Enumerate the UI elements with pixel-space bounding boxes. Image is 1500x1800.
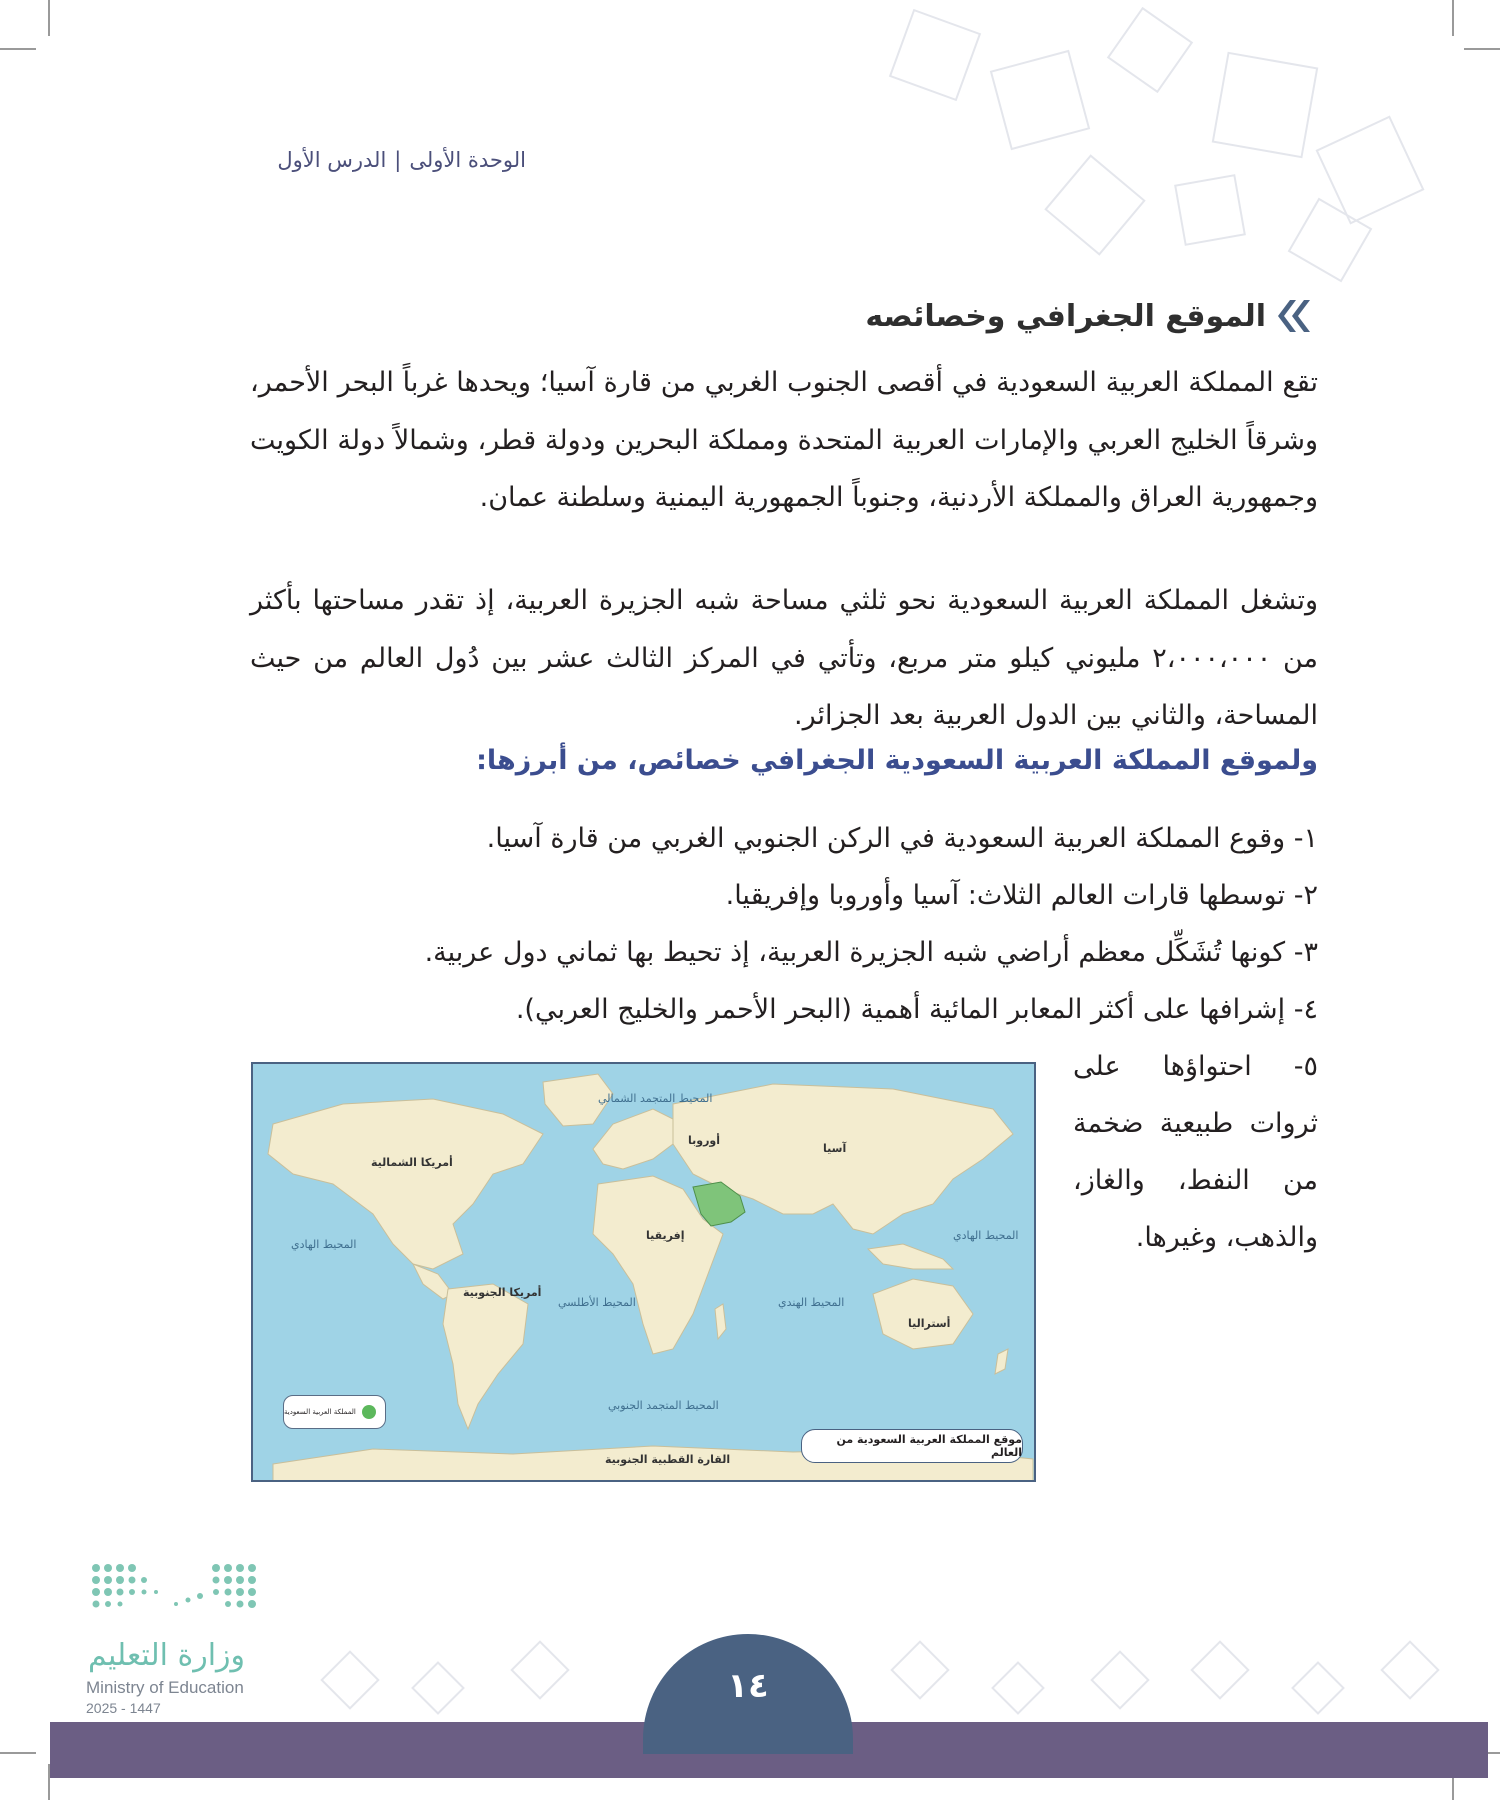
- south-america-shape: [443, 1284, 528, 1429]
- australia-shape: [873, 1279, 973, 1349]
- features-subheading: ولموقع المملكة العربية السعودية الجغرافي خصائص، من أبرزها:: [476, 745, 1318, 776]
- label-pacific-west: المحيط الهادي: [291, 1238, 357, 1251]
- label-australia: أستراليا: [908, 1317, 951, 1330]
- ministry-year: 2025 - 1447: [86, 1700, 161, 1716]
- madagascar-shape: [715, 1304, 726, 1339]
- label-north-america: أمريكا الشمالية: [371, 1156, 453, 1169]
- header-unit: الوحدة الأولى: [409, 148, 526, 172]
- world-map: [251, 1062, 1036, 1482]
- label-south-america: أمريكا الجنوبية: [463, 1286, 542, 1299]
- indonesia-shape: [868, 1244, 953, 1269]
- paragraph-borders: [250, 354, 1318, 527]
- section-title: الموقع الجغرافي وخصائصه: [865, 298, 1266, 334]
- section-title-row: [865, 296, 1314, 336]
- paragraph: وتشغل المملكة العربية السعودية نحو ثلثي مساحة شبه الجزيرة العربية، إذ تقدر مساحتها بأكثر من ٢،٠٠٠،٠٠٠ مليوني كيلو متر مربع، وتأتي في المركز الثالث عشر بين دُول العالم من حيث المساحة، والثاني بين الدول العربية بعد الجزائر.: [250, 585, 1318, 731]
- label-arctic: المحيط المتجمد الشمالي: [598, 1092, 713, 1105]
- label-pacific-east: المحيط الهادي: [953, 1229, 1019, 1242]
- header-separator: |: [394, 148, 402, 172]
- list-item: ١- وقوع المملكة العربية السعودية في الركن الجنوبي الغربي من قارة آسيا.: [486, 823, 1318, 854]
- label-asia: آسيا: [823, 1142, 847, 1155]
- ministry-name-arabic: وزارة التعليم: [88, 1638, 246, 1673]
- features-list: [425, 810, 1318, 1038]
- label-europe: أوروبا: [688, 1134, 721, 1147]
- label-atlantic: المحيط الأطلسي: [558, 1296, 636, 1309]
- double-chevron-icon: [1274, 296, 1314, 336]
- page-number: ١٤: [727, 1666, 769, 1706]
- europe-shape: [593, 1109, 683, 1169]
- crop-mark: [48, 0, 50, 36]
- list-item: ٣- كونها تُشَكِّل معظم أراضي شبه الجزيرة العربية، إذ تحيط بها ثماني دول عربية.: [424, 937, 1318, 968]
- map-legend: [283, 1395, 386, 1429]
- label-indian: المحيط الهندي: [778, 1296, 845, 1309]
- list-item: ٢- توسطها قارات العالم الثلاث: آسيا وأوروبا وإفريقيا.: [725, 880, 1318, 911]
- list-item: ٤- إشرافها على أكثر المعابر المائية أهمية (البحر الأحمر والخليج العربي).: [515, 994, 1318, 1025]
- paragraph-area: [250, 572, 1318, 745]
- header-lesson: الدرس الأول: [277, 148, 387, 172]
- saudi-legend-swatch: [362, 1405, 376, 1419]
- running-header: [277, 148, 526, 172]
- label-africa: إفريقيا: [646, 1229, 685, 1242]
- map-caption: موقع المملكة العربية السعودية من العالم: [801, 1429, 1023, 1463]
- list-item-5: ٥- احتواؤها على ثروات طبيعية ضخمة من النفط، والغاز، والذهب، وغيرها.: [1073, 1051, 1318, 1253]
- label-antarctica: القارة القطبية الجنوبية: [605, 1453, 731, 1466]
- label-southern: المحيط المتجمد الجنوبي: [608, 1399, 719, 1412]
- crop-mark: [1464, 48, 1500, 50]
- crop-mark: [0, 48, 36, 50]
- new-zealand-shape: [995, 1349, 1008, 1374]
- paragraph: تقع المملكة العربية السعودية في أقصى الجنوب الغربي من قارة آسيا؛ ويحدها غرباً البحر الأحمر، وشرقاً الخليج العربي والإمارات العربية المتحدة ومملكة البحرين ودولة قطر، وشمالاً دولة الكويت وجمهورية العراق والمملكة الأردنية، وجنوباً الجمهورية اليمنية وسلطنة عمان.: [250, 367, 1318, 513]
- crop-mark: [0, 1752, 36, 1754]
- crop-mark: [1452, 0, 1454, 36]
- ministry-logo-dots: [86, 1560, 276, 1620]
- ministry-name-english: Ministry of Education: [86, 1678, 244, 1697]
- legend-label: المملكة العربية السعودية: [284, 1408, 356, 1416]
